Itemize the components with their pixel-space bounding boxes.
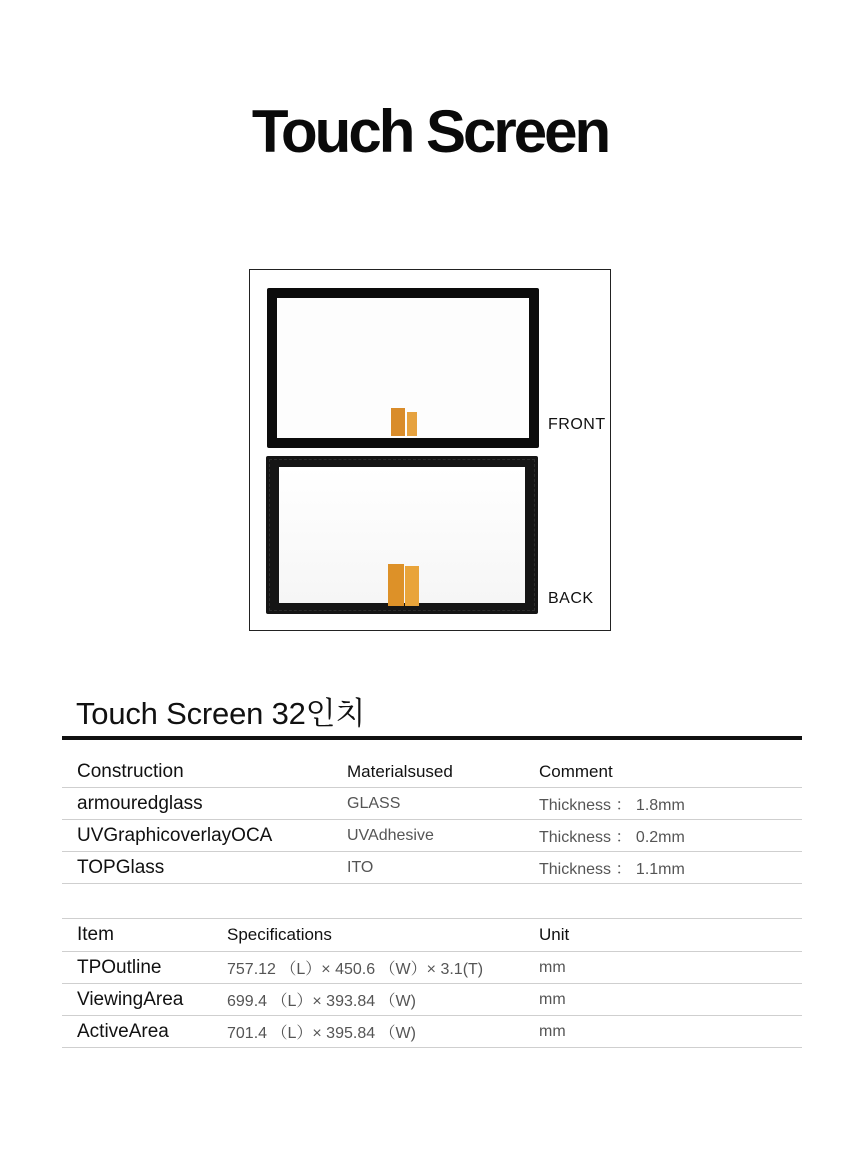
specification-cell: 757.12 （L）× 450.6 （W）× 3.1(T) <box>212 952 524 984</box>
comment-cell: Thickness ： 1.8mm <box>524 788 802 820</box>
item-cell: ViewingArea <box>62 984 212 1016</box>
construction-cell: TOPGlass <box>62 852 332 884</box>
page-title: Touch Screen <box>251 98 609 165</box>
specification-table <box>62 918 802 1048</box>
comment-cell: Thickness ： 1.1mm <box>524 852 802 884</box>
product-photo <box>249 269 611 631</box>
table-row <box>62 852 802 884</box>
flex-cable-icon <box>407 412 417 436</box>
table-header-row <box>62 756 802 788</box>
header-materials-used: Materialsused <box>332 756 524 788</box>
item-cell: TPOutline <box>62 952 212 984</box>
table-row <box>62 984 802 1016</box>
table-row <box>62 952 802 984</box>
table-row <box>62 1016 802 1048</box>
unit-cell: mm <box>524 984 802 1016</box>
back-label: BACK <box>548 590 594 607</box>
material-cell: UVAdhesive <box>332 820 524 852</box>
table-header-row <box>62 919 802 952</box>
front-label: FRONT <box>548 416 606 433</box>
flex-cable-icon <box>388 564 404 606</box>
table-row <box>62 820 802 852</box>
comment-cell: Thickness ： 0.2mm <box>524 820 802 852</box>
specification-cell: 699.4 （L）× 393.84 （W) <box>212 984 524 1016</box>
flex-cable-icon <box>405 566 419 606</box>
header-specifications: Specifications <box>212 919 524 952</box>
table-row <box>62 788 802 820</box>
header-item: Item <box>62 919 212 952</box>
header-comment: Comment <box>524 756 802 788</box>
specification-cell: 701.4 （L）× 395.84 （W) <box>212 1016 524 1048</box>
header-construction: Construction <box>62 756 332 788</box>
section-divider <box>62 736 802 740</box>
unit-cell: mm <box>524 952 802 984</box>
touch-panel-back-image <box>266 456 538 614</box>
construction-cell: UVGraphicoverlayOCA <box>62 820 332 852</box>
touch-panel-front-image <box>267 288 539 448</box>
construction-cell: armouredglass <box>62 788 332 820</box>
material-cell: GLASS <box>332 788 524 820</box>
section-title: Touch Screen 32인치 <box>76 696 366 731</box>
flex-cable-icon <box>391 408 405 436</box>
header-unit: Unit <box>524 919 802 952</box>
item-cell: ActiveArea <box>62 1016 212 1048</box>
unit-cell: mm <box>524 1016 802 1048</box>
construction-table <box>62 756 802 884</box>
material-cell: ITO <box>332 852 524 884</box>
